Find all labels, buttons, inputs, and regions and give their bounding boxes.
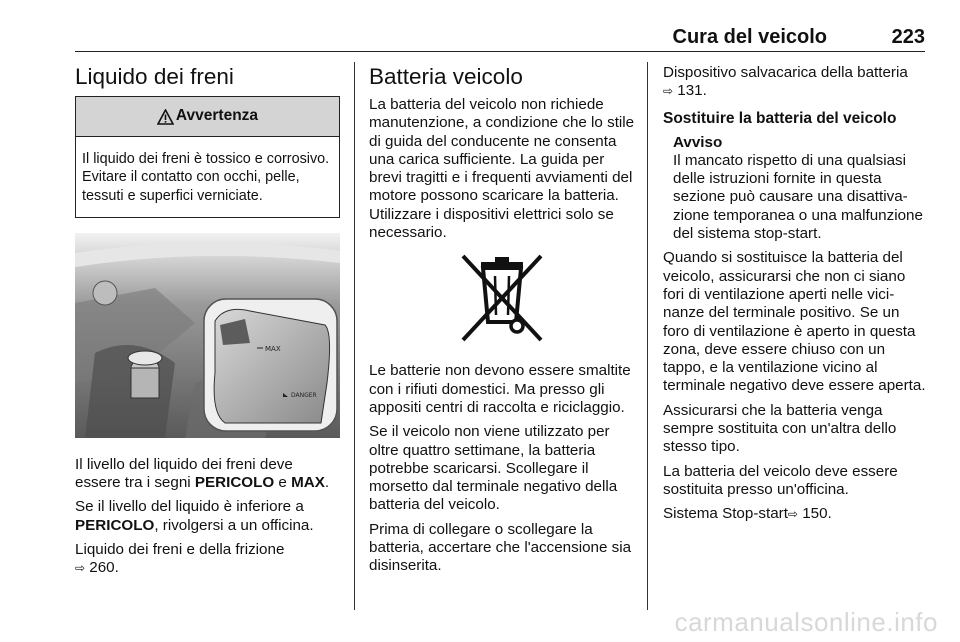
workshop-text: La batteria del veicolo deve essere sostituita presso un'officina. — [663, 462, 898, 498]
warning-box — [75, 96, 340, 218]
page-ref-arrow-icon: ⇨ — [663, 84, 674, 99]
column-brake-fluid — [75, 64, 340, 584]
vent-holes-text: Quando si sostituisce la batteria del veicolo, assicurarsi che non ci siano fori di ventilazione aperti nelle vicinanze del terminale positivo. Se un foro di ventilazione è aperto in questa zona, deve essere chiuso con un tappo, e la ventilazione vicino al terminale negativo deve essere aperta. — [663, 249, 926, 395]
warning-title: Avvertenza — [175, 107, 259, 125]
battery-disposal-text: Le batterie non devono essere smaltite con i rifiuti domestici. Ma presso gli appositi centri di raccolta e riciclaggio. — [369, 362, 631, 416]
brake-fluid-level-text: Il livello del liquido dei freni deve essere tra i segni PERICOLO e MAX. — [75, 455, 330, 492]
chapter-title: Cura del veicolo — [672, 26, 827, 48]
battery-maintenance-text: La batteria del veicolo non richiede manutenzione, a condizione che lo stile di guida del conducente ne consenta una carica sufficiente. La guida per brevi tragitti e i frequenti avviamenti del motore possono scaricare la batteria. Utilizzare i dispositivi elettrici solo se necessario. — [369, 96, 635, 242]
crossed-bin-disposal-icon — [369, 252, 635, 344]
photo-label-danger: DANGER — [291, 391, 317, 399]
section-heading-battery: Batteria veicolo — [369, 64, 523, 89]
column-battery-replace — [663, 64, 928, 530]
page-ref-arrow-icon: ⇨ — [787, 507, 798, 522]
warning-header — [76, 97, 339, 137]
page-header — [75, 26, 925, 52]
page-number: 223 — [891, 26, 925, 48]
column-divider — [354, 62, 355, 610]
battery-saver-reference: Dispositivo salvacarica della batteria ⇨ 131. — [663, 64, 908, 100]
brake-fluid-reference: Liquido dei freni e della frizione ⇨ 260. — [75, 541, 285, 577]
notice-block — [673, 134, 928, 244]
notice-label: Avviso — [673, 133, 723, 151]
brake-fluid-low-text: Se il livello del liquido è inferiore a PERICOLO, rivolgersi a un officina. — [75, 498, 314, 534]
stop-start-reference: Sistema Stop-start⇨ 150. — [663, 505, 832, 523]
column-battery — [369, 64, 635, 582]
photo-label-max: MAX — [265, 344, 281, 353]
brake-fluid-reservoir-photo — [75, 233, 340, 438]
same-type-text: Assicurarsi che la batteria venga sempre sostituita con un'altra dello stesso tipo. — [663, 401, 897, 456]
column-divider — [647, 62, 648, 610]
subheading-replace-battery: Sostituire la batteria del veicolo — [663, 109, 897, 127]
battery-ignition-text: Prima di collegare o scollegare la batteria, accertare che l'accensione sia disinserita. — [369, 520, 632, 575]
page-ref-arrow-icon: ⇨ — [75, 561, 86, 576]
warning-triangle-icon — [157, 109, 174, 125]
battery-storage-text: Se il veicolo non viene utilizzato per oltre quattro settimane, la batteria potrebbe scaricarsi. Scollegare il morsetto dal terminale negativo della batteria del veicolo. — [369, 423, 618, 514]
warning-text: Il liquido dei freni è tossico e corrosivo. Evitare il contatto con occhi, pelle, tessuti e superfici verniciate. — [82, 151, 330, 204]
section-heading-brake-fluid: Liquido dei freni — [75, 64, 234, 89]
watermark: carmanualsonline.info — [674, 607, 938, 637]
notice-text: Il mancato rispetto di una qualsiasi delle istruzioni fornite in questa sezione può causare una disattivazione temporanea o una malfunzione del sistema stop-start. — [673, 151, 923, 243]
